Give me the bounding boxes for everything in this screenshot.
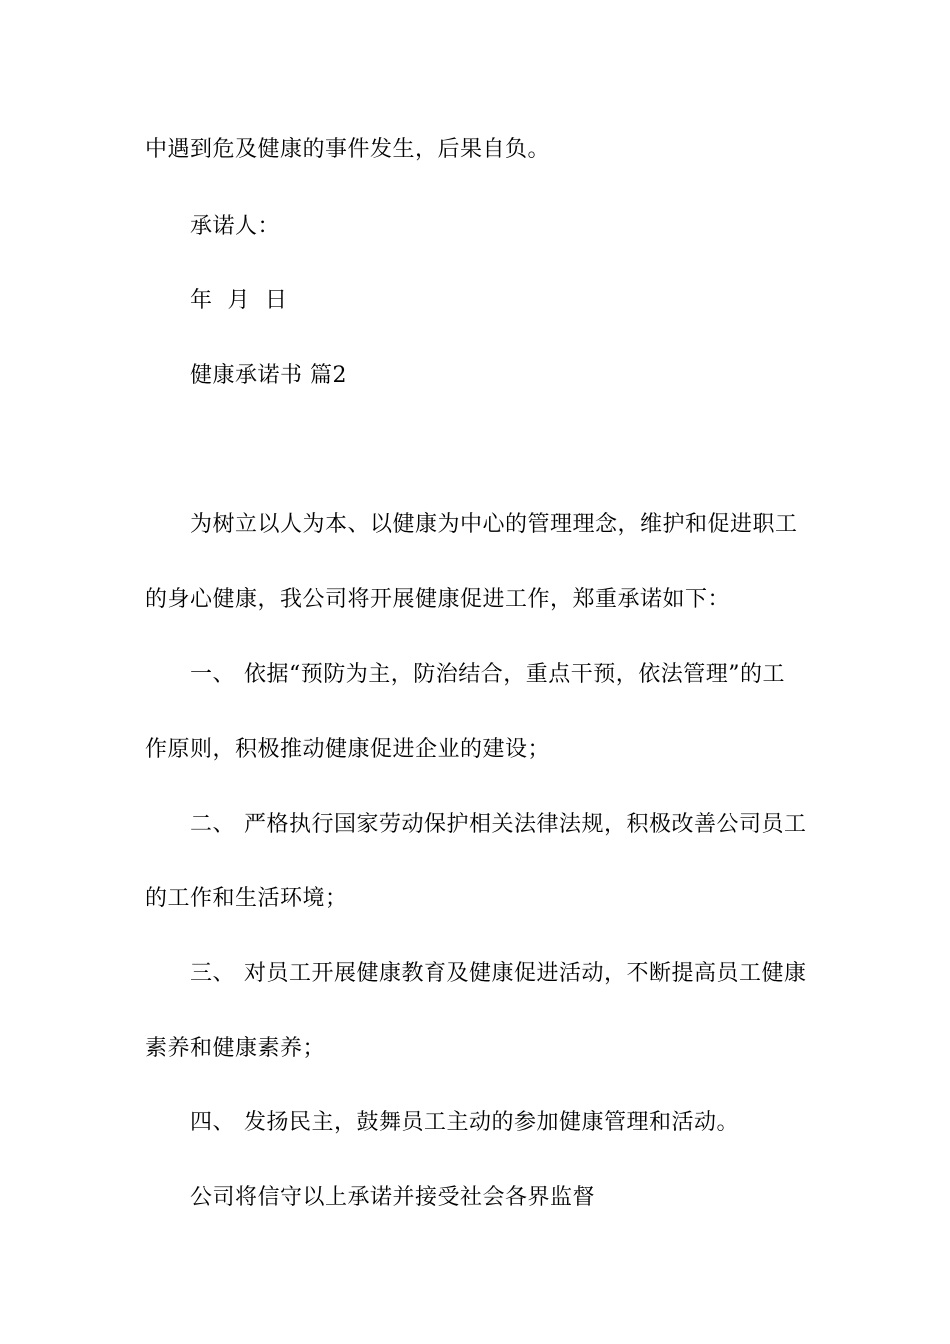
item-3-line-1 [190,959,807,989]
item-1-line-1 [190,660,785,690]
item-3-line-2: 素养和健康素养； [145,1036,326,1061]
intro-line-2: 的身心健康，我公司将开展健康促进工作，郑重承诺如下： [145,587,731,612]
item-2-line-1 [190,810,807,840]
closing-text: 公司将信守以上承诺并接受社会各界监督 [190,1185,596,1210]
item-4-line-1 [190,1108,739,1138]
item-1-line-2: 作原则，积极推动健康促进企业的建设； [145,737,551,762]
item-2-line-2: 的工作和生活环境； [145,886,348,911]
item-2-number: 二、 [190,812,236,837]
item-1-number: 一、 [190,662,236,687]
continuation-text: 中遇到危及健康的事件发生，后果自负。 [145,137,551,162]
signature-label: 承诺人： [190,214,281,239]
item-1-text: 依据“预防为主，防治结合，重点干预，依法管理”的工 [244,662,785,687]
intro-line-1: 为树立以人为本、以健康为中心的管理理念，维护和促进职工 [190,512,798,537]
section-title: 健康承诺书 篇2 [190,363,347,388]
item-2-text: 严格执行国家劳动保护相关法律法规，积极改善公司员工 [244,812,807,837]
item-4-text: 发扬民主，鼓舞员工主动的参加健康管理和活动。 [244,1110,740,1135]
date-label: 年 月 日 [190,288,288,313]
item-3-number: 三、 [190,961,236,986]
item-4-number: 四、 [190,1110,236,1135]
item-3-text: 对员工开展健康教育及健康促进活动，不断提高员工健康 [244,961,807,986]
